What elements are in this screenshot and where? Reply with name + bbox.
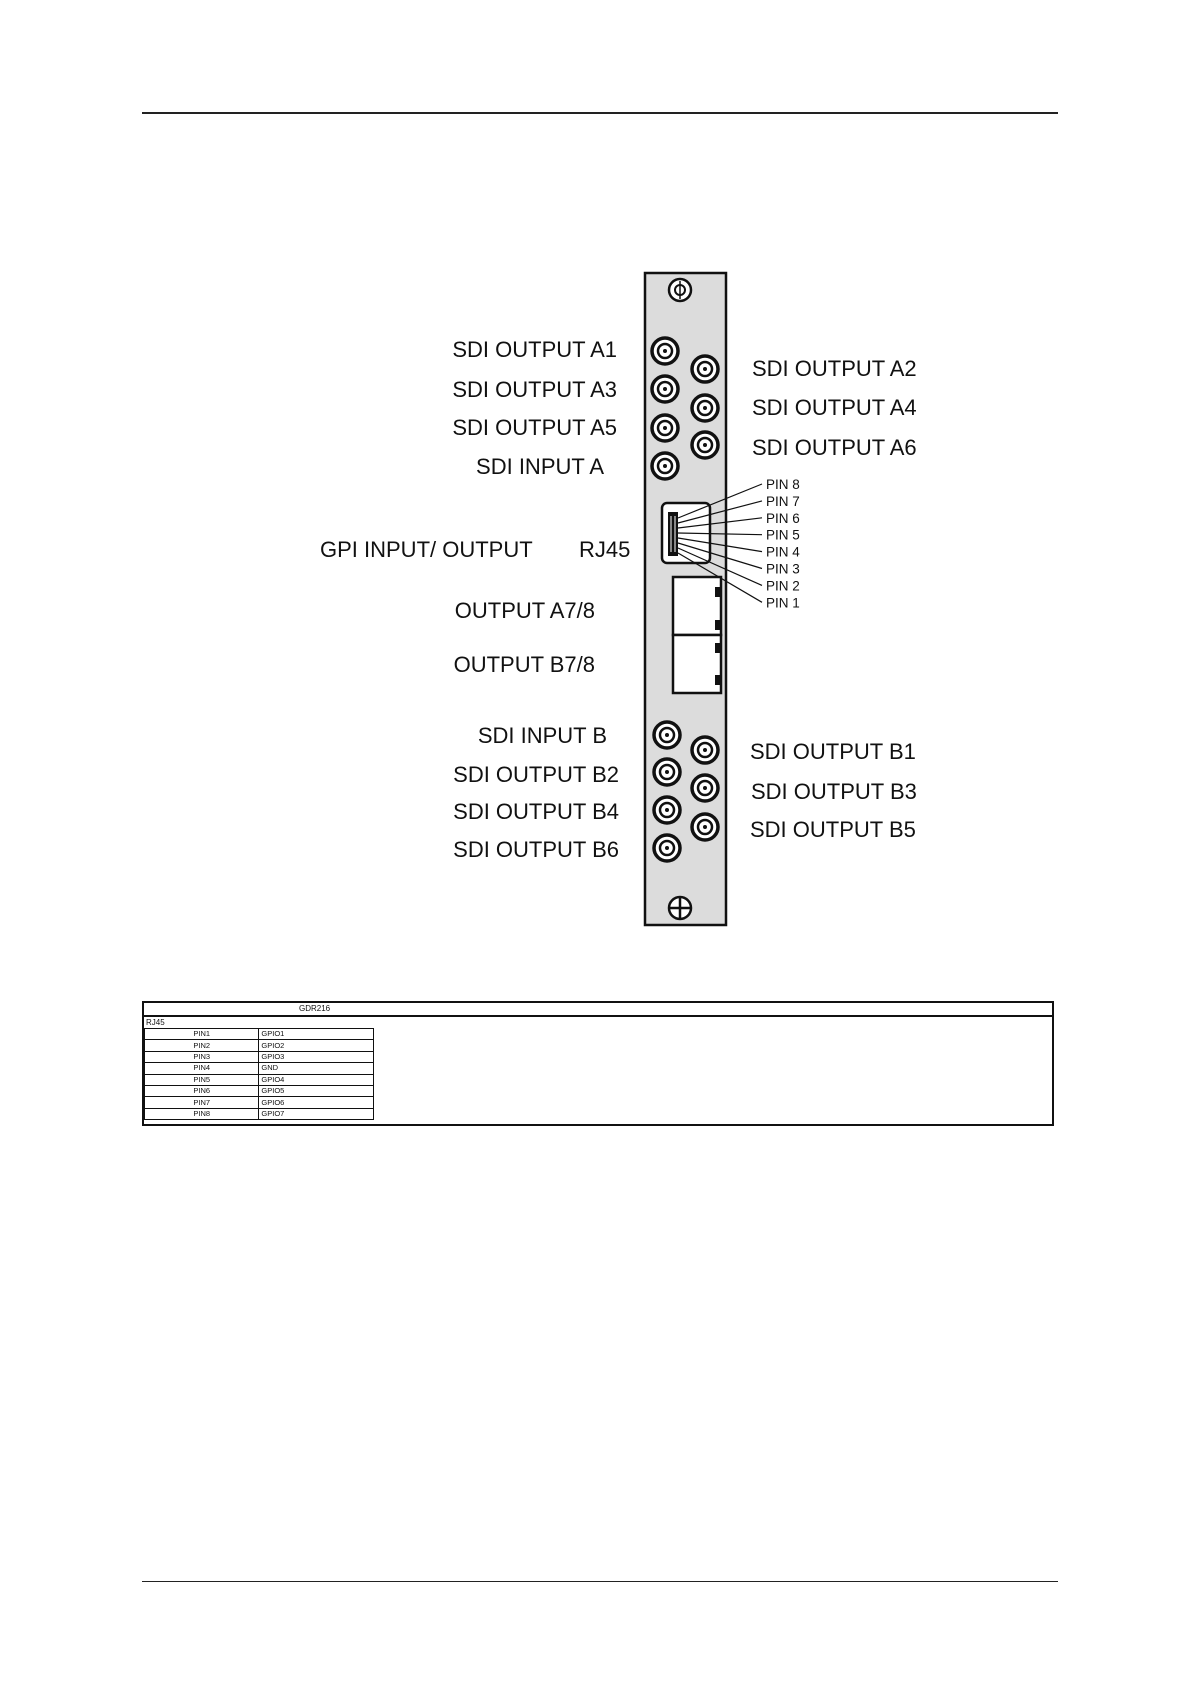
label-sdi-output-a1: SDI OUTPUT A1 bbox=[452, 337, 617, 362]
signal-cell: GPIO1 bbox=[259, 1029, 374, 1040]
pin-label: PIN 4 bbox=[766, 544, 800, 560]
label-sdi-output-b3: SDI OUTPUT B3 bbox=[751, 779, 917, 804]
label-sdi-output-b1: SDI OUTPUT B1 bbox=[750, 739, 916, 764]
pin-cell: PIN3 bbox=[145, 1051, 259, 1062]
pin-cell: PIN6 bbox=[145, 1085, 259, 1096]
bnc-a3-icon bbox=[652, 376, 678, 402]
signal-cell: GPIO3 bbox=[259, 1051, 374, 1062]
label-sdi-output-a4: SDI OUTPUT A4 bbox=[752, 395, 917, 420]
bottom-screw-icon bbox=[669, 897, 691, 919]
label-sdi-output-b5: SDI OUTPUT B5 bbox=[750, 817, 916, 842]
table-row bbox=[145, 1085, 374, 1096]
label-sdi-output-b4: SDI OUTPUT B4 bbox=[453, 799, 619, 824]
label-sdi-output-a5: SDI OUTPUT A5 bbox=[452, 415, 617, 440]
signal-cell: GND bbox=[259, 1063, 374, 1074]
bnc-a4-icon bbox=[692, 395, 718, 421]
bnc-b1-icon bbox=[692, 737, 718, 763]
label-sdi-output-b2: SDI OUTPUT B2 bbox=[453, 762, 619, 787]
bnc-a6-icon bbox=[692, 432, 718, 458]
bnc-a1-icon bbox=[652, 338, 678, 364]
pin-label: PIN 3 bbox=[766, 561, 800, 577]
table-row bbox=[145, 1040, 374, 1051]
label-rj45: RJ45 bbox=[579, 537, 631, 562]
bnc-b6-icon bbox=[654, 835, 680, 861]
pin-cell: PIN8 bbox=[145, 1108, 259, 1119]
bnc-input-b-icon bbox=[654, 722, 680, 748]
signal-cell: GPIO7 bbox=[259, 1108, 374, 1119]
pin-cell: PIN4 bbox=[145, 1063, 259, 1074]
pin-cell: PIN7 bbox=[145, 1097, 259, 1108]
signal-cell: GPIO2 bbox=[259, 1040, 374, 1051]
signal-cell: GPIO4 bbox=[259, 1074, 374, 1085]
bnc-b4-icon bbox=[654, 797, 680, 823]
pin-label: PIN 6 bbox=[766, 510, 800, 526]
bnc-b5-icon bbox=[692, 814, 718, 840]
pin-cell: PIN2 bbox=[145, 1040, 259, 1051]
label-sdi-output-b6: SDI OUTPUT B6 bbox=[453, 837, 619, 862]
label-output-b78: OUTPUT B7/8 bbox=[453, 652, 595, 677]
footer-rule bbox=[142, 1581, 1058, 1582]
pin-label: PIN 7 bbox=[766, 493, 800, 509]
pin-cell: PIN5 bbox=[145, 1074, 259, 1085]
top-screw-icon bbox=[669, 279, 691, 301]
bnc-a5-icon bbox=[652, 415, 678, 441]
pinout-table-title-row bbox=[144, 1003, 1052, 1017]
signal-cell: GPIO6 bbox=[259, 1097, 374, 1108]
pin-label: PIN 2 bbox=[766, 578, 800, 594]
label-sdi-input-a: SDI INPUT A bbox=[476, 454, 604, 479]
table-row bbox=[145, 1029, 374, 1040]
table-row bbox=[145, 1074, 374, 1085]
bnc-a2-icon bbox=[692, 356, 718, 382]
pin-label: PIN 5 bbox=[766, 527, 800, 543]
label-gpi-input-output: GPI INPUT/ OUTPUT bbox=[320, 537, 533, 562]
bnc-b3-icon bbox=[692, 775, 718, 801]
signal-cell: GPIO5 bbox=[259, 1085, 374, 1096]
table-row bbox=[145, 1063, 374, 1074]
table-row bbox=[145, 1108, 374, 1119]
pin-cell: PIN1 bbox=[145, 1029, 259, 1040]
pinout-grid bbox=[144, 1028, 374, 1120]
bnc-b2-icon bbox=[654, 759, 680, 785]
pin-label: PIN 8 bbox=[766, 477, 800, 492]
pin-label: PIN 1 bbox=[766, 595, 800, 611]
pinout-table bbox=[142, 1001, 1054, 1126]
label-output-a78: OUTPUT A7/8 bbox=[454, 598, 595, 623]
output-a78-port bbox=[673, 577, 721, 635]
label-sdi-input-b: SDI INPUT B bbox=[477, 723, 607, 748]
label-sdi-output-a3: SDI OUTPUT A3 bbox=[452, 377, 617, 402]
pinout-connector-label: RJ45 bbox=[146, 1018, 165, 1027]
table-row bbox=[145, 1051, 374, 1062]
label-sdi-output-a2: SDI OUTPUT A2 bbox=[752, 356, 917, 381]
label-sdi-output-a6: SDI OUTPUT A6 bbox=[752, 435, 917, 460]
output-b78-port bbox=[673, 635, 721, 693]
bnc-input-a-icon bbox=[652, 453, 678, 479]
table-row bbox=[145, 1097, 374, 1108]
pinout-table-title: GDR216 bbox=[299, 1004, 331, 1013]
